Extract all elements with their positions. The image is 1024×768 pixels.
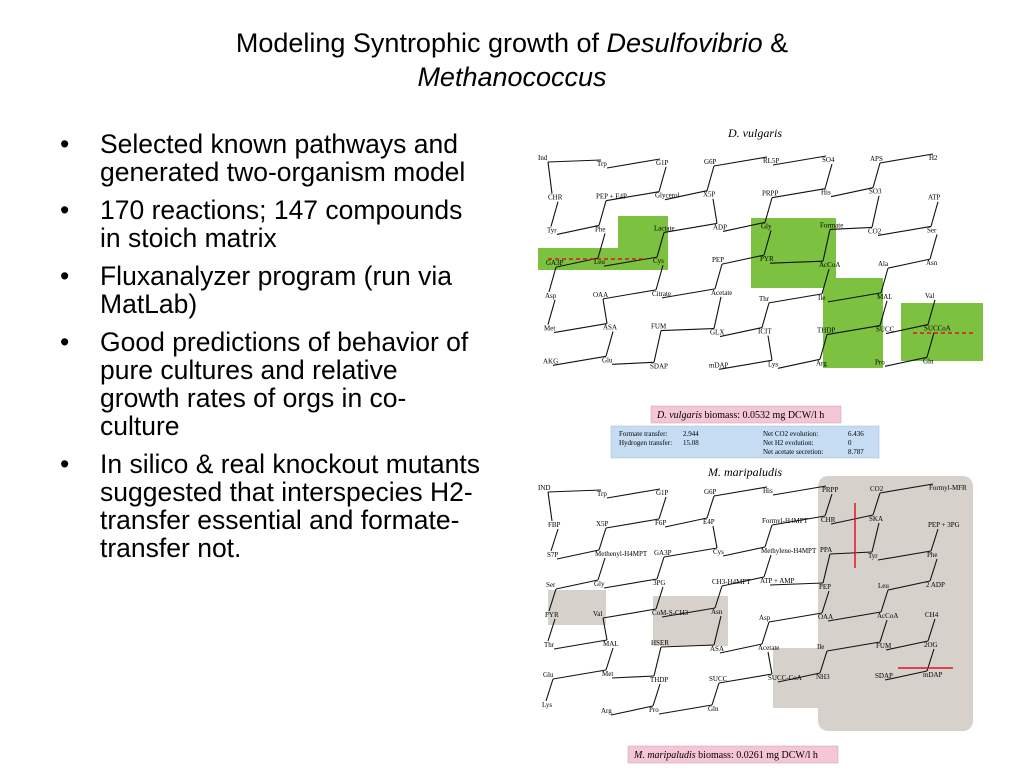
dv-reaction-edge	[720, 328, 762, 337]
dv-reaction-edge	[768, 336, 772, 361]
mm-reaction-edge	[713, 526, 717, 548]
transfer-right-label: Net acetate secretion:	[763, 448, 824, 456]
mm-reaction-edge	[548, 490, 601, 492]
dv-reaction-edge	[878, 226, 931, 235]
transfer-left-value: 15.08	[683, 439, 699, 447]
mm-node-pro: Pro	[649, 706, 659, 714]
dv-node-adp: ADP	[713, 223, 728, 232]
mm-node-pep-3pg: PEP + 3PG	[928, 521, 960, 529]
dv-node-cys: Cys	[653, 257, 664, 266]
transfer-right-value: 0	[848, 439, 852, 447]
mm-reaction-edge	[657, 557, 664, 579]
mm-node-glu: Glu	[543, 671, 554, 679]
mm-node-x5p: X5P	[596, 520, 609, 528]
dv-node-leu: Leu	[594, 258, 605, 267]
mm-reaction-edge	[712, 683, 719, 705]
mm-node-thdp: THDP	[650, 676, 669, 684]
dv-reaction-edge	[603, 299, 607, 324]
mm-node-succ-coa: SUCC-CoA	[768, 674, 802, 682]
metabolic-network-figure	[533, 128, 1003, 768]
bullet-item: • Fluxanalyzer program (run via MatLab)	[60, 262, 480, 318]
dv-reaction-edge	[549, 267, 556, 292]
mm-node-mdap: mDAP	[923, 671, 943, 679]
title-ampersand: &	[762, 28, 789, 58]
mm-reaction-edge	[603, 609, 656, 618]
mm-node-leu: Leu	[878, 582, 889, 590]
mm-node-nh3: NH3	[816, 673, 830, 681]
dv-node-ga3p: GA3P	[546, 259, 564, 268]
dv-node-phe: Phe	[595, 225, 606, 234]
mm-node-mal: MAL	[603, 640, 619, 648]
dv-node-trp: Trp	[597, 160, 607, 168]
dv-reaction-edge	[888, 259, 930, 268]
dv-node-akg: AKG	[543, 357, 559, 366]
dv-node-asp: Asp	[545, 291, 557, 300]
dv-reaction-edge	[654, 331, 661, 363]
mm-reaction-edge	[551, 529, 558, 551]
slide-title	[120, 26, 904, 94]
mm-gray-region-left	[548, 590, 606, 625]
mm-reaction-edge	[653, 684, 660, 706]
mm-node-met: Met	[602, 670, 614, 678]
title-line1-text: Modeling Syntrophic growth of	[235, 28, 607, 58]
mm-reaction-edge	[659, 497, 666, 519]
dv-reaction-edge	[548, 162, 552, 194]
dv-reaction-edge	[825, 164, 832, 189]
transfer-right-label: Net CO2 evolution:	[763, 430, 819, 438]
dv-reaction-edge	[707, 166, 714, 191]
mm-node-ch3-h4mpt: CH3-H4MPT	[712, 578, 751, 586]
dv-node-mdap: mDAP	[709, 361, 729, 370]
mm-reaction-edge	[665, 518, 707, 527]
mm-node-g6p: G6P	[704, 488, 717, 496]
mm-biomass-species: M. maripaludis	[634, 750, 696, 761]
mm-node-lys: Lys	[542, 701, 553, 709]
mm-node-asa: ASA	[710, 645, 725, 653]
dv-node-so4: SO4	[822, 156, 835, 164]
dv-node-acetate: Acetate	[711, 288, 733, 297]
mm-reaction-edge	[769, 613, 822, 622]
dv-node-lactate: Lactate	[654, 224, 675, 233]
mm-reaction-edge	[556, 580, 598, 589]
dv-reaction-edge	[931, 202, 938, 227]
mm-node-asp: Asp	[759, 614, 771, 622]
dv-node-lys: Lys	[768, 360, 779, 369]
title-genus-2: Methanococcus	[417, 62, 607, 92]
mm-reaction-edge	[654, 647, 661, 676]
mm-node-cys: Cys	[713, 548, 724, 556]
mm-reaction-edge	[765, 525, 772, 547]
mm-node-ppa: PPA	[820, 546, 833, 554]
transfer-left-value: 2.944	[683, 430, 699, 438]
mm-node-chr: CHR	[821, 516, 836, 524]
mm-node-thr: Thr	[544, 641, 555, 649]
dv-reaction-edge	[769, 294, 822, 303]
dv-reaction-edge	[873, 163, 880, 188]
dv-reaction-edge	[607, 159, 660, 168]
dv-reaction-edge	[772, 189, 825, 198]
mm-node-gly: Gly	[594, 580, 605, 588]
mm-node-acetate: Acetate	[758, 644, 780, 652]
mm-reaction-edge	[764, 555, 771, 577]
dv-reaction-edge	[606, 332, 613, 357]
dv-node-ile: Ile	[818, 293, 826, 302]
dv-reaction-edge	[659, 167, 666, 192]
mm-node-ska: SKA	[869, 515, 884, 523]
mm-reaction-edge	[548, 492, 552, 521]
dv-reaction-edge	[713, 199, 717, 224]
dv-node-thdp: THDP	[817, 326, 836, 335]
bullet-item: • 170 reactions; 147 compounds in stoich matrix	[60, 196, 480, 252]
dv-node-his: His	[821, 188, 831, 197]
mm-node-succ: SUCC	[709, 675, 728, 683]
dv-reaction-edge	[880, 154, 933, 163]
dv-node-h2: H2	[929, 154, 938, 162]
dv-node-g6p: G6P	[704, 158, 717, 166]
mm-node-2-adp: 2 ADP	[926, 581, 945, 589]
dv-node-chr: CHR	[548, 193, 563, 202]
dv-node-ind: Ind	[538, 154, 548, 162]
mm-node-methenyl-h4mpt: Methenyl-H4MPT	[595, 550, 648, 558]
dv-node-succ: SUCC	[876, 325, 895, 334]
dv-reaction-edge	[599, 201, 606, 226]
dv-node-ser: Ser	[927, 226, 937, 235]
mm-node-val: Val	[593, 610, 603, 618]
dv-reaction-edge	[714, 297, 721, 329]
mm-node-formyl-mfr: Formyl-MFR	[929, 484, 967, 492]
mm-node-asn: Asn	[711, 608, 723, 616]
dv-node-icit: ICIT	[758, 327, 772, 336]
dv-biomass-value: biomass: 0.0532 mg DCW/l h	[702, 410, 825, 421]
dv-node-mal: MAL	[877, 292, 893, 301]
dv-node-fum: FUM	[651, 322, 667, 331]
mm-node-ch4: CH4	[925, 611, 939, 619]
mm-reaction-edge	[598, 558, 605, 580]
dv-node-gln: Gln	[923, 357, 934, 366]
mm-reaction-edge	[664, 548, 717, 557]
mm-node-fum: FUM	[876, 642, 892, 650]
dv-reaction-edge	[930, 234, 937, 259]
transfer-right-label: Net H2 evolution:	[763, 439, 814, 447]
mm-node-hser: HSER	[651, 639, 669, 647]
mm-node-his: His	[763, 487, 773, 495]
mm-reaction-edge	[553, 670, 606, 679]
dv-node-citrate: Citrate	[652, 289, 672, 298]
mm-node-sdap: SDAP	[875, 672, 893, 680]
mm-reaction-edge	[606, 519, 659, 528]
mm-reaction-edge	[599, 528, 606, 550]
dv-reaction-edge	[551, 202, 558, 227]
mm-node-com-s-ch3: CoM-S-CH3	[652, 609, 689, 617]
dv-node-co2: CO2	[868, 227, 882, 236]
transfer-left-label: Hydrogen transfer:	[619, 439, 673, 447]
dv-node-asa: ASA	[603, 323, 618, 332]
dv-node-succoa: SUCCoA	[924, 324, 951, 333]
dv-node-asn: Asn	[926, 259, 938, 268]
mm-reaction-edge	[606, 648, 613, 670]
dv-reaction-edge	[661, 329, 714, 331]
mm-reaction-edge	[557, 550, 599, 559]
dv-node-x5p: X5P	[703, 190, 716, 199]
transfer-left-label: Formate transfer:	[619, 430, 668, 438]
dv-node-glycerol: Glycerol	[655, 191, 680, 200]
dv-reaction-edge	[548, 300, 555, 325]
dv-reaction-edge	[872, 196, 879, 228]
mm-node-pep: PEP	[819, 583, 832, 591]
dv-node-pro: Pro	[875, 358, 885, 367]
mm-node-accoa: AcCoA	[877, 612, 899, 620]
mm-node-formyl-h4mpt: Formyl-H4MPT	[762, 517, 808, 525]
dv-reaction-edge	[715, 264, 722, 289]
dv-node-glu: Glu	[602, 356, 613, 365]
mm-node-methylene-h4mpt: Methylene-H4MPT	[761, 547, 817, 555]
dv-reaction-edge	[773, 156, 826, 165]
mm-node-g1p: G1P	[656, 489, 669, 497]
dv-node-pyr: PYR	[760, 255, 774, 264]
mm-reaction-edge	[707, 496, 714, 518]
dv-node-atp: ATP	[928, 193, 941, 202]
mm-node-ind: IND	[538, 484, 551, 492]
bullet-item: • Selected known pathways and generated two-organism model	[60, 130, 480, 186]
mm-reaction-edge	[607, 489, 660, 498]
mm-reaction-edge	[554, 640, 607, 649]
dv-organism-label: D. vulgaris	[728, 128, 782, 140]
mm-node-oaa: OAA	[818, 613, 834, 621]
bullet-item: • In silico & real knockout mutants suggested that interspecies H2-transfer essential and formate-transfer not.	[60, 450, 480, 562]
dv-reaction-edge	[554, 324, 607, 333]
mm-node-s7p: S7P	[547, 551, 559, 559]
dv-node-pep-e4p: PEP + E4P	[596, 192, 627, 201]
mm-node-phe: Phe	[927, 551, 938, 559]
transfer-right-value: 6.436	[848, 430, 864, 438]
dv-reaction-edge	[831, 188, 873, 197]
dv-reaction-edge	[762, 303, 769, 328]
dv-node-prpp: PRPP	[762, 189, 779, 198]
mm-node-e4p: E4P	[703, 518, 715, 526]
mm-reaction-edge	[612, 676, 654, 678]
dv-biomass-text	[656, 410, 824, 421]
mm-organism-label: M. maripaludis	[708, 465, 783, 479]
mm-node-arg: Arg	[601, 707, 612, 715]
dv-node-aps: APS	[870, 155, 883, 163]
mm-node-2og: 2OG	[924, 641, 938, 649]
dv-reaction-edge	[557, 225, 599, 234]
mm-node-f6p: F6P	[655, 519, 667, 527]
dv-reaction-edge	[603, 290, 656, 299]
dv-node-labels	[538, 154, 951, 370]
mm-biomass-text	[633, 750, 818, 761]
mm-node-co2: CO2	[870, 485, 884, 493]
dv-node-accoa: AcCoA	[819, 261, 841, 270]
dv-green-region-acetate	[823, 278, 883, 368]
mm-reaction-edge	[604, 579, 657, 588]
dv-node-ala: Ala	[878, 260, 889, 269]
bullet-item: • Good predictions of behavior of pure cultures and relative growth rates of orgs in co-culture	[60, 328, 480, 440]
mm-reaction-edge	[762, 622, 769, 644]
dv-reaction-edge	[553, 356, 606, 365]
dv-node-sdap: SDAP	[650, 362, 668, 371]
mm-node-tyr: Tyr	[868, 552, 878, 560]
mm-reaction-edge	[659, 705, 712, 714]
mm-node-prpp: PRPP	[822, 486, 839, 494]
mm-node-trp: Trp	[597, 490, 607, 498]
dv-node-thr: Thr	[759, 294, 770, 303]
dv-node-pep: PEP	[712, 256, 725, 265]
mm-reaction-edge	[723, 547, 765, 556]
dv-node-gly: Gly	[761, 222, 772, 231]
mm-reaction-edge	[611, 706, 653, 715]
title-genus-1: Desulfovibrio	[606, 28, 763, 58]
dv-reaction-edge	[714, 157, 767, 166]
bullet-list	[60, 130, 480, 572]
dv-reaction-edge	[778, 359, 820, 368]
dv-biomass-species: D. vulgaris	[657, 410, 702, 421]
dv-node-met: Met	[544, 324, 556, 333]
dv-node-oaa: OAA	[593, 290, 609, 299]
mm-node-gln: Gln	[708, 705, 719, 713]
network-diagram-svg	[533, 128, 1003, 768]
mm-node-ga3p: GA3P	[654, 549, 672, 557]
mm-node-ser: Ser	[546, 581, 556, 589]
dv-node-formate: Formate	[820, 221, 844, 230]
mm-node-fbp: FBP	[548, 521, 561, 529]
mm-reaction-edge	[768, 652, 772, 674]
dv-reaction-edge	[612, 362, 654, 364]
dv-node-so3: SO3	[869, 187, 882, 196]
dv-node-tyr: Tyr	[547, 226, 557, 235]
mm-node-atp-amp: ATP + AMP	[760, 577, 795, 585]
dv-reaction-edge	[548, 160, 601, 162]
dv-node-glx: GLX	[710, 328, 725, 337]
mm-node-pyr: PYR	[545, 611, 559, 619]
transfer-right-value: 8.787	[848, 448, 864, 456]
dv-node-val: Val	[925, 291, 935, 300]
mm-node-3pg: 3PG	[653, 579, 666, 587]
dv-node-rl5p: RL5P	[763, 157, 780, 165]
mm-biomass-value: biomass: 0.0261 mg DCW/l h	[695, 750, 818, 761]
mm-reaction-edge	[714, 487, 767, 496]
dv-node-arg: Arg	[816, 359, 827, 368]
dv-node-g1p: G1P	[656, 159, 669, 167]
mm-node-ile: Ile	[817, 643, 825, 651]
mm-reaction-edge	[546, 679, 553, 701]
mm-gray-region-right	[818, 476, 973, 731]
